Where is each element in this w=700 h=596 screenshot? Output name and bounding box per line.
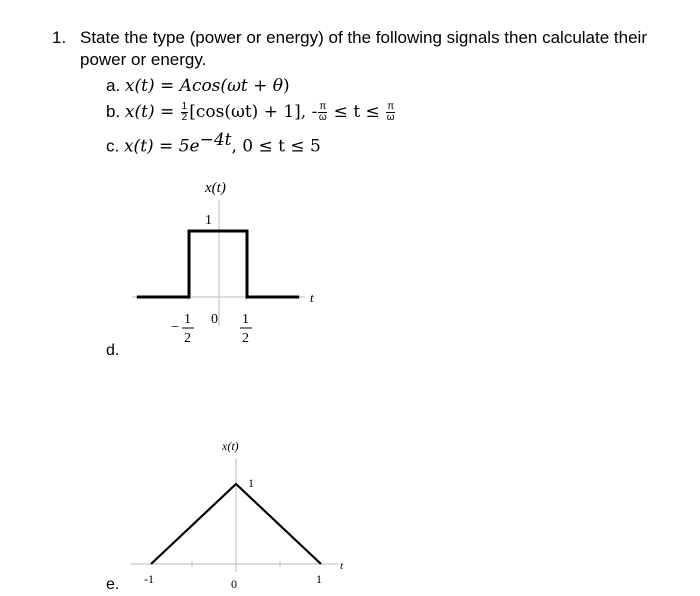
item-b-label: b.: [106, 102, 121, 121]
item-a-label: a.: [106, 76, 121, 95]
item-b-body: [cos(ωt) + 1], -: [189, 102, 318, 122]
plot-d-tick-pos-num: 1: [242, 312, 249, 327]
item-c-rest: , 0 ≤ t ≤ 5: [231, 136, 321, 157]
question-text-line-2: power or energy.: [80, 50, 207, 69]
question-number: 1.: [52, 28, 67, 47]
plot-e-ylabel: x(t): [222, 439, 239, 453]
item-a-rhs-post: ): [283, 76, 290, 96]
item-e-label: e.: [106, 576, 120, 593]
item-b-inequality: ≤ t ≤: [328, 102, 386, 122]
plot-e-xlabel: t: [340, 560, 344, 572]
item-b-pi-2: π: [387, 101, 395, 113]
plot-e-tick-neg: -1: [144, 572, 154, 586]
item-a-lhs: x(t) =: [124, 76, 180, 96]
item-b-half-den: 2: [181, 112, 188, 124]
item-b-pi-1: π: [319, 101, 327, 113]
question-text-line-1: State the type (power or energy) of the following signals then calculate their: [80, 28, 647, 47]
plot-d-ylabel: x(t): [205, 180, 226, 196]
plot-d-y-tick-label: 1: [205, 213, 212, 228]
plot-d-tick-pos-den: 2: [242, 331, 249, 346]
plot-e-tick-zero: 0: [231, 577, 237, 591]
item-d-label: d.: [106, 342, 120, 359]
item-c-label: c.: [106, 136, 120, 156]
plot-e-peak-label: 1: [248, 476, 254, 490]
plot-d-tick-neg-den: 2: [184, 331, 191, 346]
plot-d-tick-neg-sign: −: [171, 320, 179, 335]
item-b-omega-2: ω: [386, 112, 395, 124]
plot-d-tick-zero: 0: [211, 312, 218, 327]
plot-e-tick-pos: 1: [316, 572, 322, 586]
item-a-rhs-pre: Acos(: [179, 76, 228, 96]
item-b-half-num: 1: [181, 101, 188, 113]
item-a-rhs-arg: ωt + θ: [227, 76, 284, 96]
item-b-omega-1: ω: [318, 112, 327, 124]
plot-d-tick-neg-num: 1: [184, 312, 191, 327]
item-c-lhs: x(t) = 5e: [123, 136, 200, 157]
item-c-exponent: −4t: [199, 130, 232, 150]
item-b-lhs: x(t) =: [124, 102, 180, 122]
plot-d-xlabel: t: [310, 290, 314, 305]
